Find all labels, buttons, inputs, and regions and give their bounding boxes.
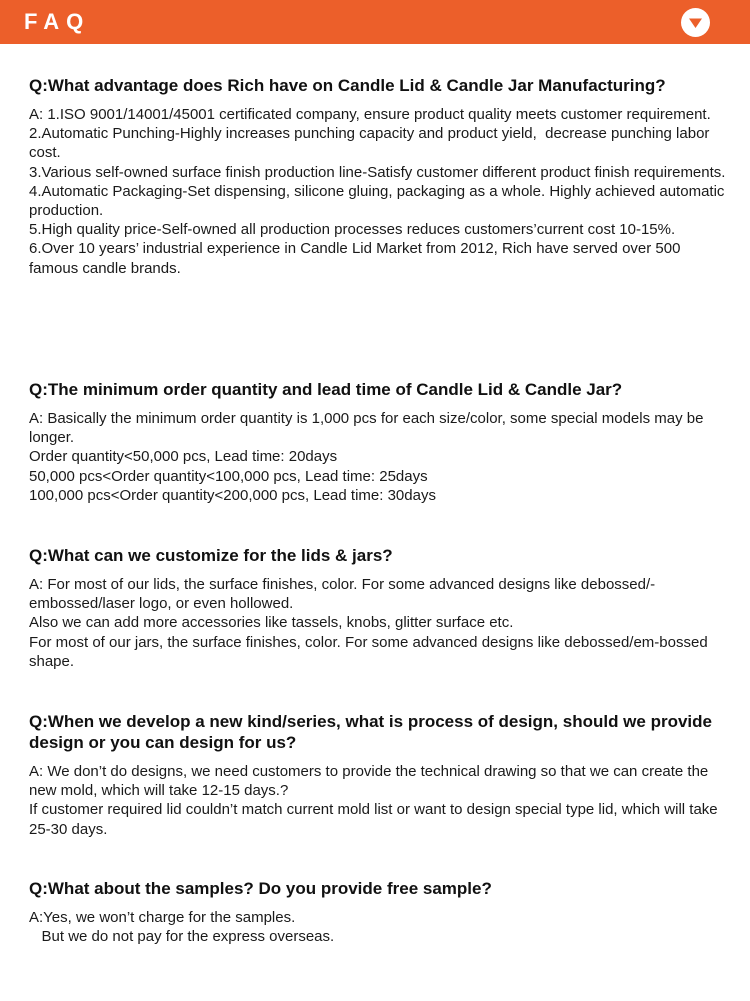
faq-answer [29,105,729,278]
faq-answer [29,762,729,839]
answer-line: A: We don’t do designs, we need customers to provide the technical drawing so that we can create the new mold, which will take 12-15 days.? [29,763,713,800]
answer-line: 6.Over 10 years’ industrial experience in Candle Lid Market from 2012, Rich have served over 500 famous candle brands. [29,240,685,277]
answer-line: If customer required lid couldn’t match current mold list or want to design special type lid, which will take 25-30 days. [29,801,722,838]
answer-line: A:Yes, we won’t charge for the samples. [29,909,296,926]
chevron-down-icon [681,8,710,37]
faq-item [29,379,729,505]
faq-question: Q:The minimum order quantity and lead time of Candle Lid & Candle Jar? [29,380,623,399]
answer-line: Also we can add more accessories like tassels, knobs, glitter surface etc. [29,614,514,632]
answer-line: 3.Various self-owned surface finish production line-Satisfy customer different product finish requirements. [29,163,726,181]
faq-header [0,0,750,44]
faq-question: Q:When we develop a new kind/series, what is process of design, should we provide design or you can design for us? [29,712,712,752]
faq-question: Q:What about the samples? Do you provide free sample? [29,879,492,898]
answer-line: 50,000 pcs<Order quantity<100,000 pcs, Lead time: 25days [29,467,428,485]
answer-line: 2.Automatic Punching-Highly increases punching capacity and product yield, decrease punching labor cost. [29,125,714,162]
faq-question: Q:What can we customize for the lids & jars? [29,546,393,565]
answer-line: A: Basically the minimum order quantity is 1,000 pcs for each size/color, some special models may be longer. [29,410,708,447]
answer-line: A: 1.ISO 9001/14001/45001 certificated company, ensure product quality meets customer requirement. [29,106,711,123]
faq-answer [29,409,729,505]
faq-item [29,711,729,839]
answer-line: For most of our jars, the surface finishes, color. For some advanced designs like debossed/em-bossed shape. [29,633,712,670]
answer-line: But we do not pay for the express overseas. [29,928,335,946]
faq-item [29,545,729,671]
answer-line: A: For most of our lids, the surface finishes, color. For some advanced designs like debossed/-embossed/laser logo, or even hollowed. [29,576,656,613]
faq-item [29,75,729,278]
answer-line: 4.Automatic Packaging-Set dispensing, silicone gluing, packaging as a whole. Highly achieved automatic production. [29,182,729,220]
answer-line: 100,000 pcs<Order quantity<200,000 pcs, Lead time: 30days [29,486,436,504]
page-title: FAQ [24,9,91,34]
answer-line: 5.High quality price-Self-owned all production processes reduces customers’current cost 10-15%. [29,221,676,239]
faq-question: Q:What advantage does Rich have on Candle Lid & Candle Jar Manufacturing? [29,76,666,95]
faq-answer [29,575,729,671]
collapse-toggle-button[interactable] [681,8,710,37]
faq-item [29,878,729,946]
faq-answer [29,908,729,946]
answer-line: Order quantity<50,000 pcs, Lead time: 20days [29,448,338,466]
